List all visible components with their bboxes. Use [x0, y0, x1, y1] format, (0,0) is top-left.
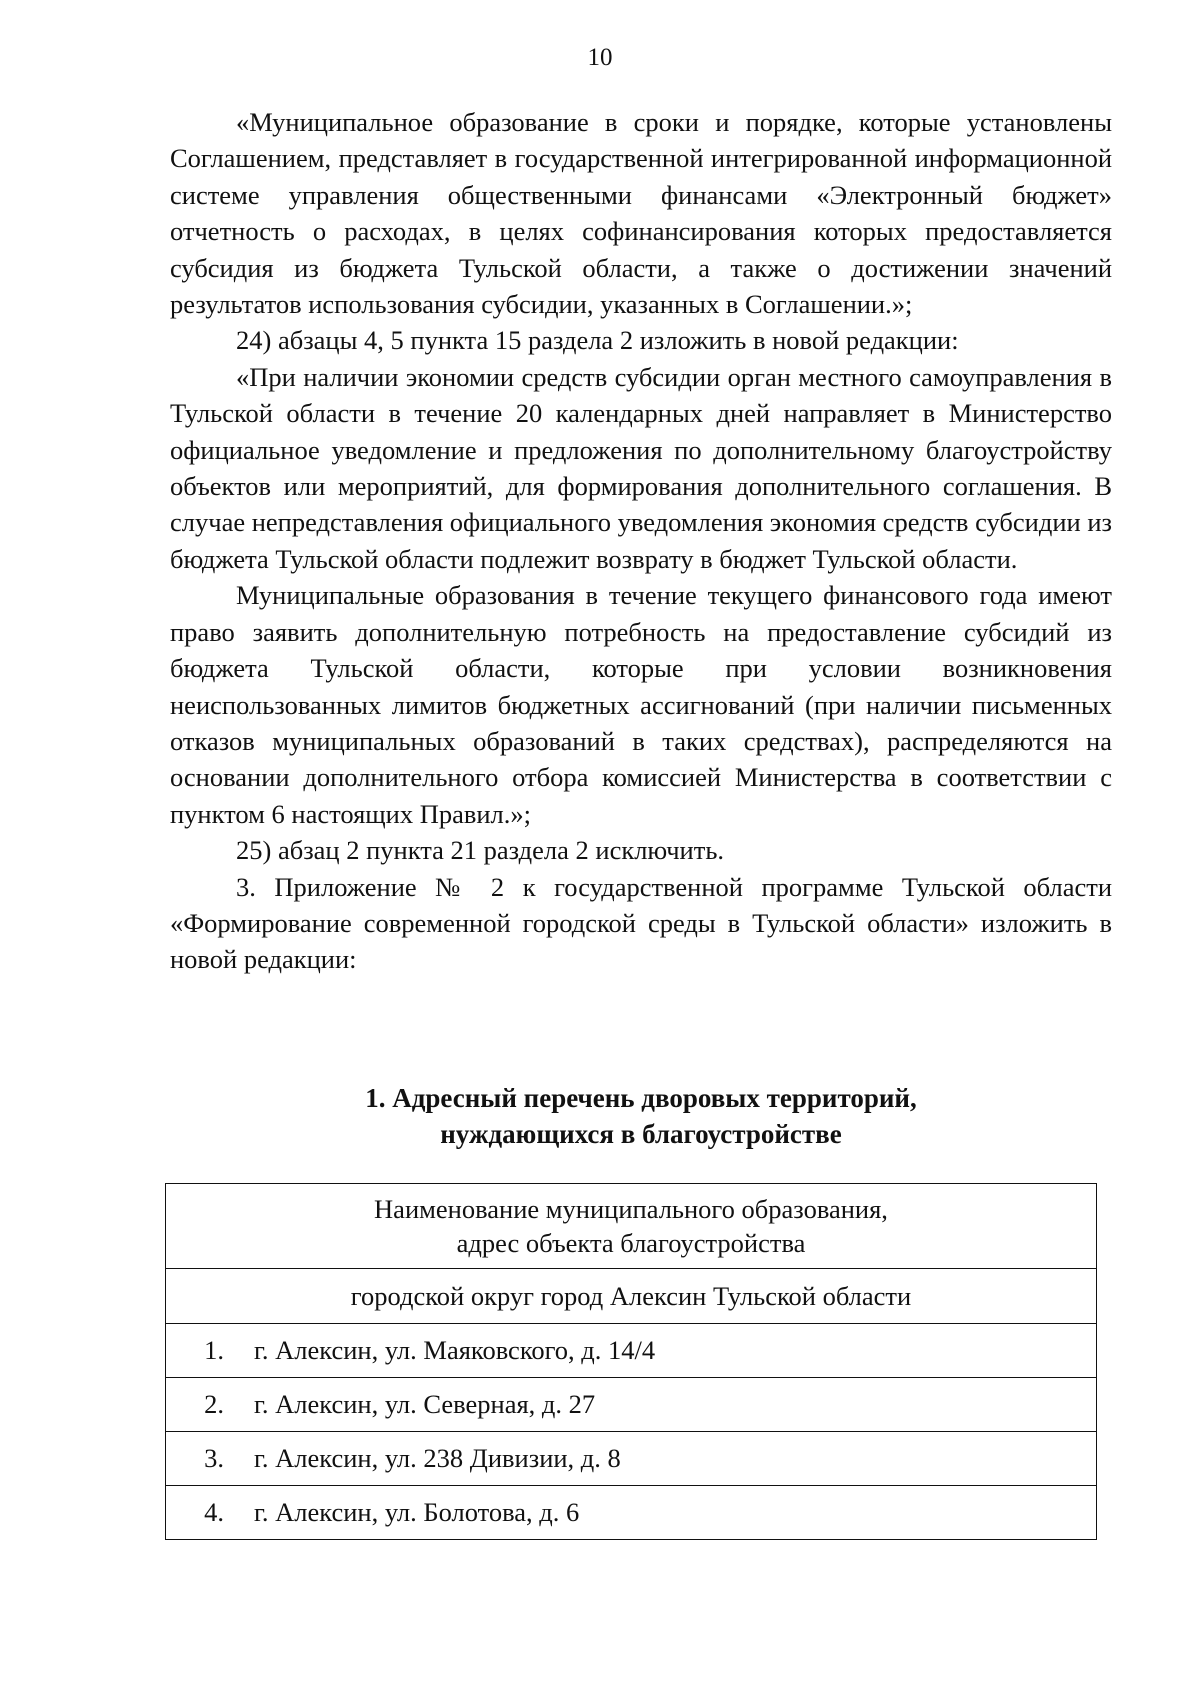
paragraph-report-clause: «Муниципальное образование в сроки и порядке, которые установлены Соглашением, представляет в государственной интегрированной информационной системе управления общественными финансами «Электронный бюджет» отчетность о расходах, в целях софинансирования которых предоставляется субсидия из бюджета Тульской области, а также о достижении значений результатов использования субсидии, указанных в Соглашении.»; [170, 107, 1112, 320]
row-address: г. Алексин, ул. Северная, д. 27 [236, 1378, 1097, 1432]
table-header-line-2: адрес объекта благоустройства [456, 1228, 806, 1258]
page-number: 10 [587, 44, 613, 71]
paragraph-appendix-2: 3. Приложение № 2 к государственной программе Тульской области «Формирование современной городской среды в Тульской области» изложить в новой редакции: [170, 871, 1112, 975]
row-address: г. Алексин, ул. Болотова, д. 6 [236, 1486, 1097, 1540]
row-number: 2. [166, 1378, 237, 1432]
table-row [166, 1324, 1097, 1378]
body-text [170, 104, 1112, 978]
section-title-line-1: 1. Адресный перечень дворовых территорий, [365, 1083, 917, 1113]
table-row [166, 1432, 1097, 1486]
table-row [166, 1378, 1097, 1432]
table-row [166, 1486, 1097, 1540]
row-address: г. Алексин, ул. Маяковского, д. 14/4 [236, 1324, 1097, 1378]
paragraph-additional-need-clause: Муниципальные образования в течение текущего финансового года имеют право заявить дополнительную потребность на предоставление субсидий из бюджета Тульской области, которые при условии возникновения неиспользованных лимитов бюджетных ассигнований (при наличии письменных отказов муниципальных образований в таких средствах), распределяются на основании дополнительного отбора комиссией Министерства в соответствии с пунктом 6 настоящих Правил.»; [170, 580, 1112, 829]
paragraph-item-25: 25) абзац 2 пункта 21 раздела 2 исключить. [236, 835, 725, 866]
table-header-cell [166, 1184, 1097, 1269]
section-title-line-2: нуждающихся в благоустройстве [440, 1119, 842, 1149]
table-group-row [166, 1269, 1097, 1324]
paragraph-savings-clause: «При наличии экономии средств субсидии орган местного самоуправления в Тульской области в течение 20 календарных дней направляет в Министерство официальное уведомление и предложения по дополнительному благоустройству объектов или мероприятий, для формирования дополнительного соглашения. В случае непредставления официального уведомления экономия средств субсидии из бюджета Тульской области подлежит возврату в бюджет Тульской области. [170, 361, 1112, 574]
municipality-group-cell: городской округ город Алексин Тульской области [166, 1269, 1097, 1324]
row-number: 1. [166, 1324, 237, 1378]
table-header-row [166, 1184, 1097, 1269]
paragraph-item-24: 24) абзацы 4, 5 пункта 15 раздела 2 изложить в новой редакции: [236, 325, 959, 356]
row-number: 4. [166, 1486, 237, 1540]
table-header-line-1: Наименование муниципального образования, [374, 1194, 888, 1224]
address-list-table [165, 1183, 1097, 1540]
section-title [170, 1080, 1112, 1152]
row-number: 3. [166, 1432, 237, 1486]
row-address: г. Алексин, ул. 238 Дивизии, д. 8 [236, 1432, 1097, 1486]
